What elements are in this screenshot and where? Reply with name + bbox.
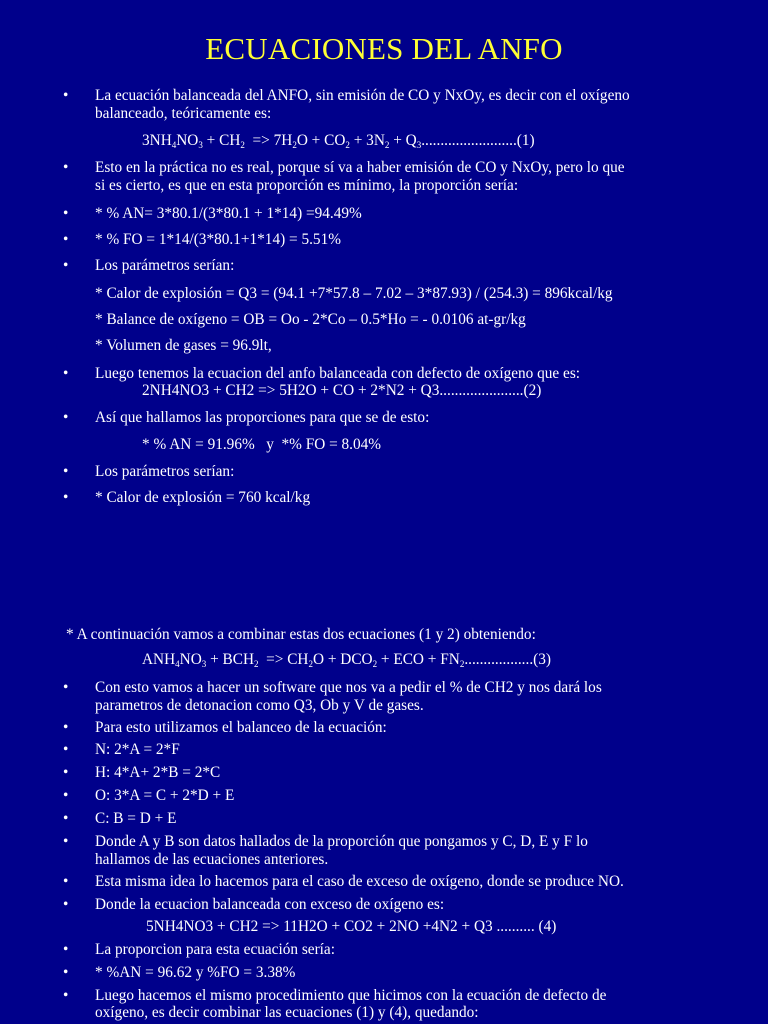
- bullet-marker: •: [63, 941, 69, 958]
- paragraph-line: Esta misma idea lo hacemos para el caso de exceso de oxígeno, donde se produce NO.: [95, 873, 624, 890]
- paragraph-line: balanceado, teóricamente es:: [95, 105, 272, 122]
- paragraph-line: Esto en la práctica no es real, porque sí va a haber emisión de CO y NxOy, pero lo que: [95, 159, 625, 176]
- paragraph-line: * % AN= 3*80.1/(3*80.1 + 1*14) =94.49%: [95, 205, 362, 222]
- equation-1: $3NH_4NO_3 + CH_2 => 7H_2O + CO_2 + 3N_2 + Q_3.........................(1)$: [142, 132, 535, 150]
- bullet-marker: •: [63, 231, 69, 248]
- paragraph-line: Para esto utilizamos el balanceo de la ecuación:: [95, 719, 387, 736]
- paragraph-line: * Calor de explosión = 760 kcal/kg: [95, 489, 311, 506]
- paragraph-line: parametros de detonacion como Q3, Ob y V de gases.: [95, 697, 424, 714]
- equation-2: 2NH4NO3 + CH2 => 5H2O + CO + 2*N2 + Q3......................(2): [142, 382, 542, 399]
- bullet-marker: •: [63, 205, 69, 222]
- paragraph-line: oxígeno, es decir combinar las ecuaciones (1) y (4), quedando:: [95, 1004, 479, 1021]
- bullet-marker: •: [63, 463, 69, 480]
- bullet-marker: •: [63, 873, 69, 890]
- balance-n: N: 2*A = 2*F: [95, 741, 180, 758]
- bullet-marker: •: [63, 409, 69, 426]
- bullet-marker: •: [63, 365, 69, 382]
- bullet-marker: •: [63, 896, 69, 913]
- equation-3: $ANH_4NO_3 + BCH_2 => CH_2O + DCO_2$ + ECO + $FN_2..................(3)$: [142, 651, 551, 669]
- paragraph-line: Con esto vamos a hacer un software que nos va a pedir el % de CH2 y nos dará los: [95, 679, 602, 696]
- paragraph-line: hallamos de las ecuaciones anteriores.: [95, 851, 329, 868]
- bullet-marker: •: [63, 719, 69, 736]
- bullet-marker: •: [63, 489, 69, 506]
- bullet-marker: •: [63, 159, 69, 176]
- paragraph-line: Donde la ecuacion balanceada con exceso de oxígeno es:: [95, 896, 445, 913]
- balance-o: O: 3*A = C + 2*D + E: [95, 787, 235, 804]
- equation-4: 5NH4NO3 + CH2 => 11H2O + CO2 + 2NO +4N2 + Q3 .......... (4): [146, 918, 557, 935]
- bullet-marker: •: [63, 964, 69, 981]
- paragraph-line: Luego tenemos la ecuacion del anfo balanceada con defecto de oxígeno que es:: [95, 365, 581, 382]
- bullet-marker: •: [63, 257, 69, 274]
- paragraph-line: Donde A y B son datos hallados de la proporción que pongamos y C, D, E y F lo: [95, 833, 588, 850]
- bullet-marker: •: [63, 679, 69, 696]
- paragraph-line: Los parámetros serían:: [95, 257, 235, 274]
- paragraph-line: Luego hacemos el mismo procedimiento que hicimos con la ecuación de defecto de: [95, 987, 607, 1004]
- paragraph-line: * %AN = 96.62 y %FO = 3.38%: [95, 964, 296, 981]
- bullet-marker: •: [63, 810, 69, 827]
- bullet-marker: •: [63, 764, 69, 781]
- proportion-line: * % AN = 91.96% y *% FO = 8.04%: [142, 436, 382, 453]
- param-volumen: * Volumen de gases = 96.9lt,: [95, 337, 272, 354]
- paragraph-line: La ecuación balanceada del ANFO, sin emisión de CO y NxOy, es decir con el oxígeno: [95, 87, 630, 104]
- paragraph-line: * % FO = 1*14/(3*80.1+1*14) = 5.51%: [95, 231, 341, 248]
- page-title: ECUACIONES DEL ANFO: [205, 31, 563, 66]
- bullet-marker: •: [63, 787, 69, 804]
- paragraph-line: Así que hallamos las proporciones para que se de esto:: [95, 409, 430, 426]
- paragraph-line: si es cierto, es que en esta proporción es mínimo, la proporción sería:: [95, 177, 519, 194]
- param-balance: * Balance de oxígeno = OB = Oo - 2*Co – 0.5*Ho = - 0.0106 at-gr/kg: [95, 311, 526, 328]
- bullet-marker: •: [63, 741, 69, 758]
- param-calor: * Calor de explosión = Q3 = (94.1 +7*57.8 – 7.02 – 3*87.93) / (254.3) = 896kcal/kg: [95, 285, 613, 302]
- balance-h: H: 4*A+ 2*B = 2*C: [95, 764, 221, 781]
- bullet-marker: •: [63, 833, 69, 850]
- balance-c: C: B = D + E: [95, 810, 177, 827]
- paragraph-line: La proporcion para esta ecuación sería:: [95, 941, 335, 958]
- paragraph-line: Los parámetros serían:: [95, 463, 235, 480]
- bullet-marker: •: [63, 987, 69, 1004]
- continuation-line: * A continuación vamos a combinar estas dos ecuaciones (1 y 2) obteniendo:: [66, 626, 536, 643]
- bullet-marker: •: [63, 87, 69, 104]
